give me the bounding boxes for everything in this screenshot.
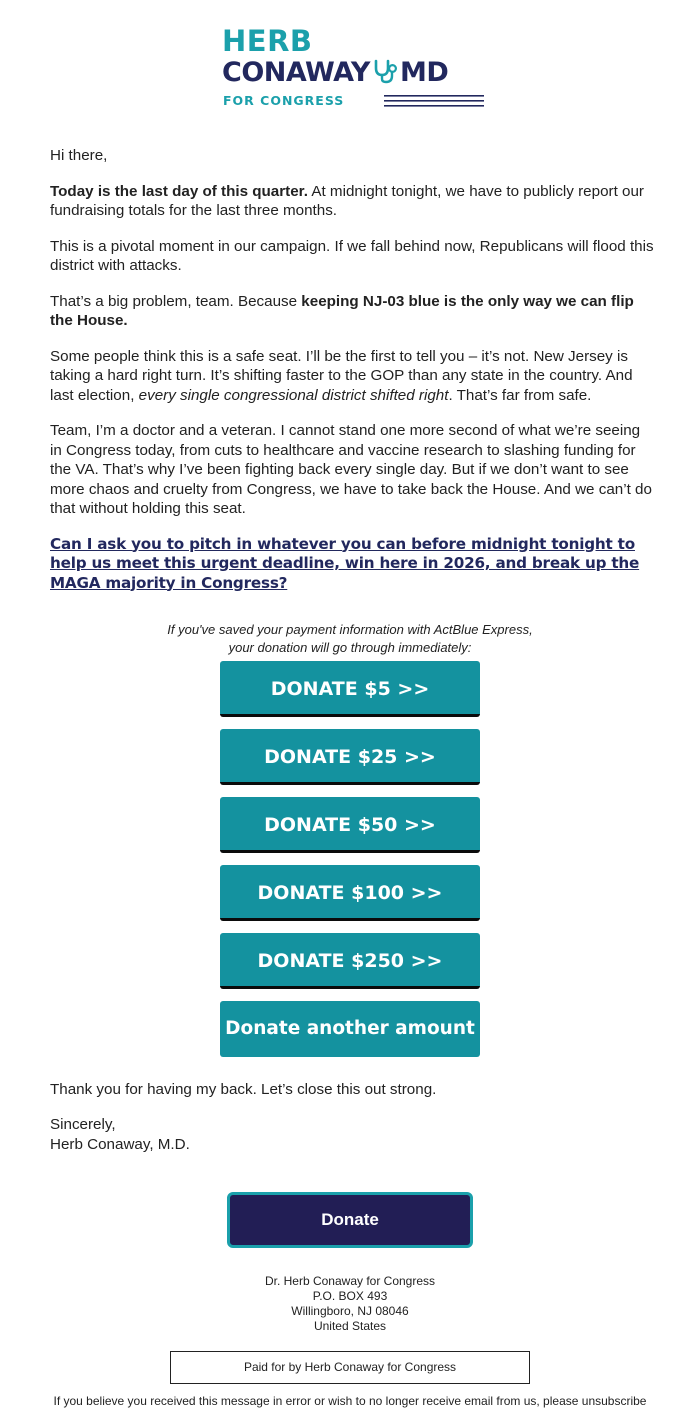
- signer-name: Herb Conaway, M.D.: [50, 1135, 190, 1153]
- unsubscribe-notice: [0, 1394, 700, 1409]
- paragraph-4-text: Some people think this is a safe seat. I’ll be the first to tell you – it’s not. New Jersey is taking a hard right turn. It’s shifting faster to the GOP than any state in the country. And last election,: [50, 347, 633, 404]
- thank-you-text: Thank you for having my back. Let’s close this out strong.: [50, 1081, 437, 1098]
- donate-button[interactable]: Donate: [227, 1192, 473, 1248]
- donate-button-list: [220, 661, 480, 1069]
- address-line-3: Willingboro, NJ 08046: [291, 1304, 409, 1318]
- paragraph-3-text: That’s a big problem, team. Because: [50, 292, 302, 310]
- unsubscribe-link[interactable]: unsubscribe: [581, 1394, 647, 1408]
- paid-for-disclaimer: Paid for by Herb Conaway for Congress: [170, 1351, 530, 1384]
- note-line-2: your donation will go through immediately:: [228, 640, 472, 655]
- campaign-logo: [222, 26, 492, 116]
- paragraph-4-italic: every single congressional district shifted right: [138, 386, 449, 404]
- actblue-express-note: [0, 621, 700, 657]
- greeting: Hi there,: [50, 147, 108, 164]
- email-body: [50, 146, 655, 593]
- stethoscope-icon: [371, 58, 399, 84]
- donate-other-amount-button[interactable]: Donate another amount: [220, 1001, 480, 1057]
- signoff-line: Sincerely,: [50, 1116, 116, 1133]
- logo-conaway: CONAWAY: [222, 57, 370, 88]
- paragraph-5: Team, I’m a doctor and a veteran. I cannot stand one more second of what we’re seeing in Congress today, from cuts to healthcare and vaccine research to slashing funding for the VA. That’s why I’ve been fighting back every single day. But if we don’t want to see more chaos and cruelty from Congress, we have to take back the House. And we can’t do that without holding this seat.: [50, 422, 652, 517]
- logo-lines-decoration: [384, 95, 484, 107]
- paragraph-3: [50, 292, 655, 331]
- address-line-2: P.O. BOX 493: [312, 1289, 388, 1303]
- paragraph-1-text: At midnight tonight, we have to publicly report our fundraising totals for the last three months.: [50, 182, 644, 219]
- logo-herb: HERB: [222, 24, 313, 58]
- donate-5-button[interactable]: DONATE $5 >>: [220, 661, 480, 717]
- paragraph-4: [50, 347, 655, 406]
- paragraph-1: [50, 182, 655, 221]
- paragraph-4-end: . That’s far from safe.: [448, 386, 592, 404]
- logo-for-congress: FOR CONGRESS: [223, 93, 345, 108]
- donate-cta-link[interactable]: Can I ask you to pitch in whatever you can before midnight tonight to help us meet this urgent deadline, win here in 2026, and break up the MAGA majority in Congress?: [50, 534, 640, 592]
- note-line-1: If you've saved your payment information with ActBlue Express,: [167, 622, 533, 637]
- address-line-1: Dr. Herb Conaway for Congress: [264, 1274, 436, 1288]
- donate-250-button[interactable]: DONATE $250 >>: [220, 933, 480, 989]
- address-line-4: United States: [313, 1319, 387, 1333]
- paragraph-1-bold: Today is the last day of this quarter.: [50, 182, 308, 200]
- logo-conaway-md: [222, 58, 448, 88]
- logo-md: MD: [399, 57, 449, 88]
- donate-25-button[interactable]: DONATE $25 >>: [220, 729, 480, 785]
- donate-50-button[interactable]: DONATE $50 >>: [220, 797, 480, 853]
- mailing-address: [0, 1274, 700, 1334]
- unsubscribe-text: If you believe you received this message in error or wish to no longer receive email from us, please: [53, 1394, 582, 1408]
- donate-100-button[interactable]: DONATE $100 >>: [220, 865, 480, 921]
- paragraph-2: This is a pivotal moment in our campaign. If we fall behind now, Republicans will flood this district with attacks.: [50, 237, 654, 274]
- signature: [50, 1115, 190, 1154]
- paragraph-3-bold: keeping NJ-03 blue is the only way we can flip the House.: [50, 292, 634, 329]
